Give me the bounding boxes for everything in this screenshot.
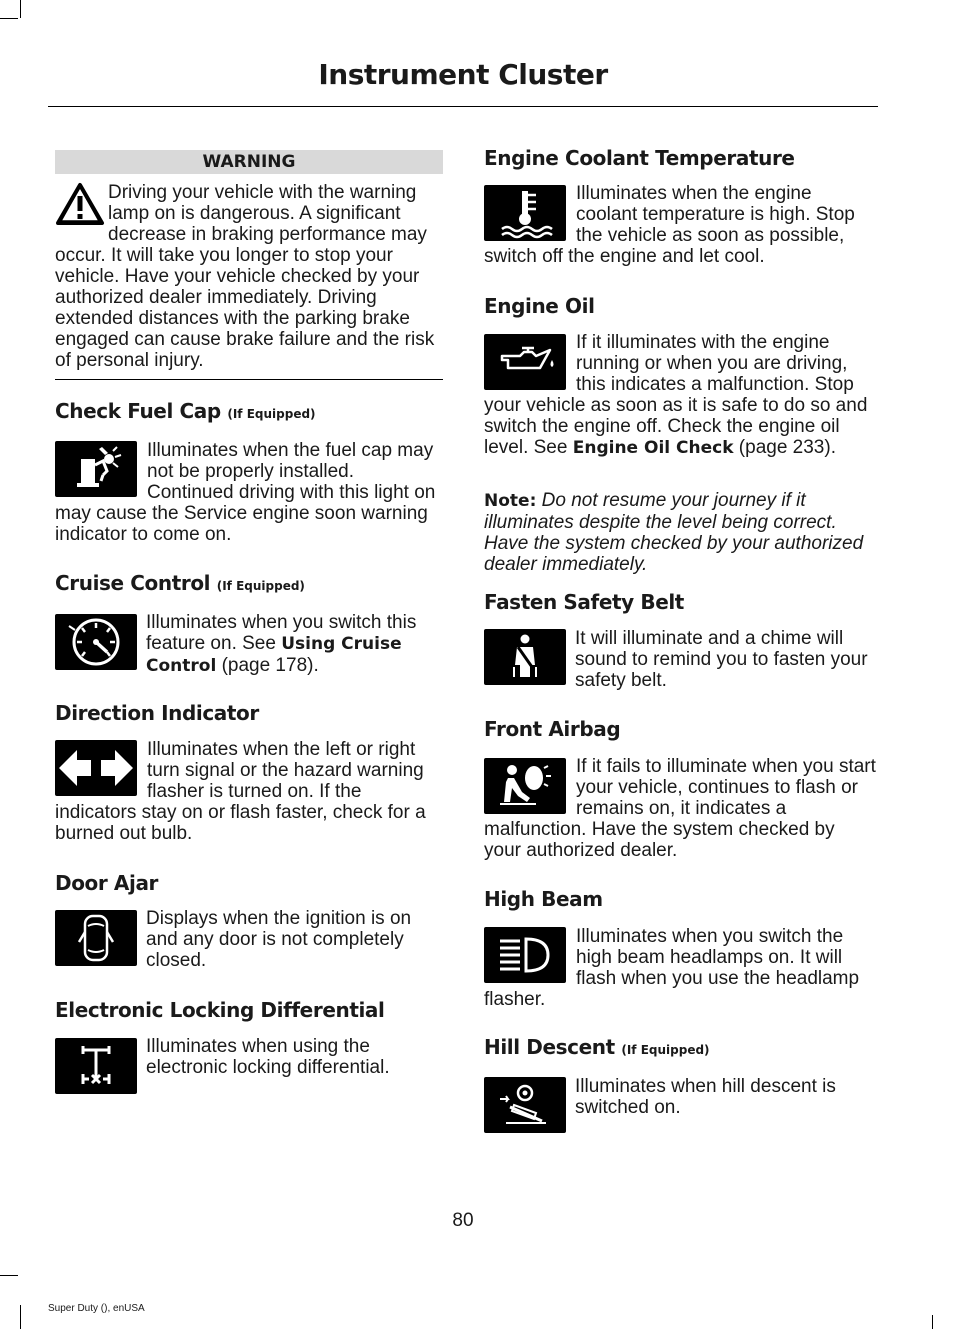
cruise-control-ref: Using Cruise Control [146, 634, 402, 676]
high-beam-heading: High Beam [484, 887, 603, 911]
oil-can-icon [484, 334, 566, 390]
page-title: Instrument Cluster [318, 58, 608, 91]
front-airbag-block [484, 756, 876, 861]
hill-descent-qualifier: (If Equipped) [621, 1043, 710, 1057]
warning-banner: WARNING [55, 150, 443, 174]
crop-mark [932, 1315, 933, 1329]
warning-text: Driving your vehicle with the warning lamp on is dangerous. A significant decrease in braking performance may occur. It will take you longer to stop your vehicle. Have your vehicle checked by your authorized dealer immediately. Driving extended distances with the parking brake engaged can cause brake failure and the risk of personal injury. [55, 182, 435, 371]
check-fuel-cap-text: Illuminates when the fuel cap may not be properly installed. Continued driving with this light on may cause the Service engine soon warning indicator to come on. [55, 440, 436, 545]
door-ajar-heading: Door Ajar [55, 871, 159, 895]
coolant-heading: Engine Coolant Temperature [484, 146, 795, 170]
speedometer-icon [55, 614, 137, 670]
warning-triangle-icon [55, 182, 105, 226]
title-divider [48, 106, 878, 107]
crop-mark [0, 18, 18, 19]
check-fuel-cap-heading [55, 399, 316, 423]
safety-belt-heading: Fasten Safety Belt [484, 590, 684, 614]
seatbelt-icon [484, 629, 566, 685]
airbag-icon [484, 758, 566, 814]
warning-divider [55, 379, 443, 380]
page-number: 80 [452, 1210, 474, 1231]
turn-signal-icon [55, 740, 137, 796]
coolant-temperature-icon [484, 185, 566, 241]
elocking-diff-text: Illuminates when using the electronic locking differential. [146, 1036, 390, 1078]
fuel-cap-icon [55, 441, 137, 497]
high-beam-block [484, 926, 876, 1010]
note-text: Do not resume your journey if it illuminates despite the level being correct. Have the system checked by your authorized dealer immediately. [484, 490, 864, 575]
hill-descent-title: Hill Descent [484, 1035, 615, 1059]
engine-oil-text: If it illuminates with the engine running or when you are driving, this indicates a malfunction. Stop your vehicle as soon as it is safe to do so and switch the engine off. Check the engine oil level. See [484, 332, 868, 458]
direction-indicator-text: Illuminates when the left or right turn signal or the hazard warning flasher is turned on. If the indicators stay on or flash faster, check for a burned out bulb. [55, 739, 426, 844]
cruise-control-heading [55, 571, 305, 595]
cruise-control-title: Cruise Control [55, 571, 211, 595]
front-airbag-heading: Front Airbag [484, 717, 621, 741]
engine-oil-block: If it illuminates with the engine running or when you are driving, this indicates a malfunction. Stop your vehicle as soon as it is safe to do so and switch the engine off. Check the engine oil level. See Engine Oil Check (page 233). [484, 332, 868, 458]
elocking-diff-heading: Electronic Locking Differential [55, 998, 385, 1022]
check-fuel-cap-title: Check Fuel Cap [55, 399, 221, 423]
engine-oil-heading: Engine Oil [484, 294, 595, 318]
engine-oil-note [484, 490, 876, 575]
warning-block [55, 182, 445, 371]
cruise-control-text: Illuminates when you switch this feature on. See Using Cruise Control (page 178). [146, 612, 417, 676]
hill-descent-heading [484, 1035, 710, 1059]
note-label: Note: [484, 491, 537, 511]
engine-oil-ref: Engine Oil Check [572, 438, 734, 458]
door-ajar-icon [55, 910, 137, 966]
crop-mark [0, 1275, 18, 1276]
high-beam-text: Illuminates when you switch the high beam headlamps on. It will flash when you use the headlamp flasher. [484, 926, 860, 1010]
direction-indicator-block [55, 739, 445, 844]
coolant-block [484, 183, 876, 267]
crop-mark [20, 1305, 21, 1329]
check-fuel-cap-block [55, 440, 445, 545]
direction-indicator-heading: Direction Indicator [55, 701, 259, 725]
locking-differential-icon [55, 1038, 137, 1094]
high-beam-icon [484, 927, 566, 983]
crop-mark [20, 0, 21, 18]
safety-belt-text: It will illuminate and a chime will sound to remind you to fasten your safety belt. [575, 628, 868, 691]
document-id: Super Duty (), enUSA [48, 1303, 145, 1314]
coolant-text: Illuminates when the engine coolant temperature is high. Stop the vehicle as soon as possible, switch off the engine and let cool. [484, 183, 855, 267]
check-fuel-cap-qualifier: (If Equipped) [227, 407, 316, 421]
hill-descent-icon [484, 1077, 566, 1133]
front-airbag-text: If it fails to illuminate when you start your vehicle, continues to flash or remains on, it indicates a malfunction. Have the system checked by your authorized dealer. [484, 756, 876, 861]
door-ajar-text: Displays when the ignition is on and any door is not completely closed. [146, 908, 412, 971]
hill-descent-text: Illuminates when hill descent is switched on. [575, 1076, 836, 1118]
cruise-control-qualifier: (If Equipped) [216, 579, 305, 593]
